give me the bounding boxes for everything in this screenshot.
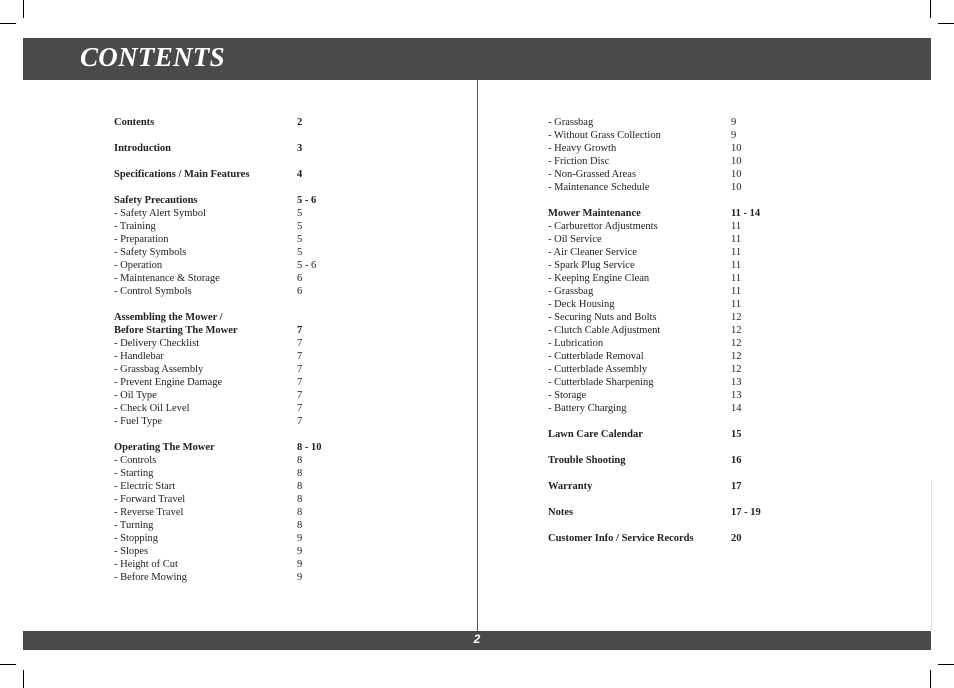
toc-entry-title: - Cutterblade Removal xyxy=(548,351,644,362)
toc-entry-title: Lawn Care Calendar xyxy=(548,429,643,440)
toc-entry-title: - Prevent Engine Damage xyxy=(114,377,223,388)
toc-entry-title: - Friction Disc xyxy=(548,156,610,167)
toc-entry-title: Notes xyxy=(548,507,574,518)
page-edge-line xyxy=(931,480,932,630)
toc-entry-page: 7 xyxy=(297,390,303,401)
page-number: 2 xyxy=(473,632,481,646)
toc-entry-page: 8 xyxy=(297,507,303,518)
toc-entry-title: - Delivery Checklist xyxy=(114,338,200,349)
toc-entry-page: 7 xyxy=(297,377,303,388)
toc-entry-title: - Oil Type xyxy=(114,390,157,401)
toc-entry-page: 7 xyxy=(297,364,303,375)
toc-entry-page: 9 xyxy=(731,117,737,128)
toc-entry-title: Safety Precautions xyxy=(114,195,198,206)
toc-entry-page: 11 - 14 xyxy=(731,208,761,219)
page-divider xyxy=(477,80,478,632)
toc-entry-page: 8 xyxy=(297,520,303,531)
toc-entry-page: 14 xyxy=(731,403,742,414)
toc-entry-page: 8 xyxy=(297,468,303,479)
toc-entry-page: 17 xyxy=(731,481,742,492)
toc-entry-page: 10 xyxy=(731,169,742,180)
toc-entry-page: 11 xyxy=(731,286,742,297)
toc-entry-page: 9 xyxy=(297,572,303,583)
toc-entry-title: Warranty xyxy=(548,481,593,492)
toc-entry-title: - Spark Plug Service xyxy=(548,260,635,271)
toc-entry-page: 12 xyxy=(731,312,742,323)
toc-entry-title: Trouble Shooting xyxy=(548,455,626,466)
toc-entry-page: 12 xyxy=(731,338,742,349)
toc-entry-title: Operating The Mower xyxy=(114,442,215,453)
toc-entry-title: - Before Mowing xyxy=(114,572,187,583)
crop-mark xyxy=(23,0,24,18)
toc-entry-title: - Carburettor Adjustments xyxy=(548,221,658,232)
crop-mark xyxy=(938,664,954,665)
toc-entry-title: - Safety Alert Symbol xyxy=(114,208,206,219)
toc-entry-page: 7 xyxy=(297,416,303,427)
toc-entry-page: 12 xyxy=(731,325,742,336)
toc-entry-page: 11 xyxy=(731,247,742,258)
crop-mark xyxy=(0,23,16,24)
toc-entry-page: 8 - 10 xyxy=(297,442,322,453)
toc-entry-title: - Grassbag xyxy=(548,117,594,128)
toc-entry-page: 9 xyxy=(297,533,303,544)
toc-entry-title: - Oil Service xyxy=(548,234,602,245)
toc-entry-page: 20 xyxy=(731,533,742,544)
toc-entry-page: 7 xyxy=(297,325,303,336)
toc-entry-title: - Training xyxy=(114,221,156,232)
toc-entry-title: - Check Oil Level xyxy=(114,403,190,414)
toc-entry-title: - Fuel Type xyxy=(114,416,163,427)
toc-entry-title: Mower Maintenance xyxy=(548,208,641,219)
toc-entry-title: - Safety Symbols xyxy=(114,247,187,258)
toc-entry-title: - Height of Cut xyxy=(114,559,178,570)
toc-entry-page: 5 xyxy=(297,247,303,258)
toc-entry-page: 5 xyxy=(297,208,303,219)
toc-entry-title: - Handlebar xyxy=(114,351,164,362)
toc-entry-page: 12 xyxy=(731,364,742,375)
toc-entry-title: - Battery Charging xyxy=(548,403,627,414)
toc-entry-title: - Without Grass Collection xyxy=(548,130,661,141)
toc-entry-title: - Heavy Growth xyxy=(548,143,617,154)
toc-entry-page: 10 xyxy=(731,156,742,167)
toc-entry-page: 13 xyxy=(731,390,742,401)
toc-entry-title: Assembling the Mower / xyxy=(114,312,223,323)
toc-entry-title: - Maintenance Schedule xyxy=(548,182,650,193)
toc-entry-page: 9 xyxy=(731,130,737,141)
toc-entry-page: 11 xyxy=(731,260,742,271)
toc-entry-title: - Cutterblade Assembly xyxy=(548,364,648,375)
toc-entry-page: 11 xyxy=(731,273,742,284)
toc-entry-page: 5 - 6 xyxy=(297,260,317,271)
toc-entry-page: 5 xyxy=(297,221,303,232)
toc-entry-title: - Keeping Engine Clean xyxy=(548,273,650,284)
toc-entry-page: 8 xyxy=(297,494,303,505)
toc-entry-title: - Storage xyxy=(548,390,587,401)
toc-entry-page: 11 xyxy=(731,299,742,310)
crop-mark xyxy=(930,670,931,688)
toc-entry-title: - Maintenance & Storage xyxy=(114,273,220,284)
toc-entry-title: - Reverse Travel xyxy=(114,507,184,518)
toc-entry-title: - Slopes xyxy=(114,546,149,557)
toc-entry-page: 10 xyxy=(731,143,742,154)
toc-entry-page: 10 xyxy=(731,182,742,193)
toc-entry-title: - Deck Housing xyxy=(548,299,615,310)
footer-bar xyxy=(23,631,931,650)
toc-entry-title: - Non-Grassed Areas xyxy=(548,169,637,180)
toc-entry-page: 15 xyxy=(731,429,742,440)
toc-entry-title: - Air Cleaner Service xyxy=(548,247,637,258)
toc-entry-page: 11 xyxy=(731,221,742,232)
toc-entry-title: Introduction xyxy=(114,143,171,154)
toc-entry-title: - Starting xyxy=(114,468,154,479)
toc-entry-title: Before Starting The Mower xyxy=(114,325,238,336)
toc-entry-page: 16 xyxy=(731,455,742,466)
toc-entry-page: 17 - 19 xyxy=(731,507,761,518)
toc-entry-page: 8 xyxy=(297,455,303,466)
toc-entry-page: 9 xyxy=(297,546,303,557)
toc-entry-title: Contents xyxy=(114,117,155,128)
toc-entry-page: 13 xyxy=(731,377,742,388)
toc-entry-title: - Operation xyxy=(114,260,163,271)
toc-entry-page: 7 xyxy=(297,351,303,362)
toc-entry-page: 2 xyxy=(297,117,303,128)
toc-entry-page: 6 xyxy=(297,273,303,284)
toc-entry-page: 5 xyxy=(297,234,303,245)
page-title: CONTENTS xyxy=(80,42,225,72)
toc-entry-title: - Lubrication xyxy=(548,338,604,349)
crop-mark xyxy=(0,664,16,665)
toc-entry-title: - Control Symbols xyxy=(114,286,192,297)
crop-mark xyxy=(930,0,931,18)
toc-entry-title: - Stopping xyxy=(114,533,159,544)
toc-entry-title: - Preparation xyxy=(114,234,169,245)
toc-entry-page: 7 xyxy=(297,338,303,349)
toc-entry-title: - Electric Start xyxy=(114,481,176,492)
toc-entry-page: 11 xyxy=(731,234,742,245)
crop-mark xyxy=(23,670,24,688)
crop-mark xyxy=(938,23,954,24)
toc-entry-page: 3 xyxy=(297,143,303,154)
toc-entry-title: - Securing Nuts and Bolts xyxy=(548,312,657,323)
toc-entry-title: - Grassbag Assembly xyxy=(114,364,204,375)
toc-entry-title: - Grassbag xyxy=(548,286,594,297)
header-bar xyxy=(23,38,931,80)
toc-entry-title: - Cutterblade Sharpening xyxy=(548,377,654,388)
toc-entry-page: 4 xyxy=(297,169,303,180)
toc-entry-page: 7 xyxy=(297,403,303,414)
toc-entry-title: Specifications / Main Features xyxy=(114,169,250,180)
toc-entry-title: - Turning xyxy=(114,520,154,531)
toc-entry-page: 5 - 6 xyxy=(297,195,317,206)
toc-entry-title: - Controls xyxy=(114,455,157,466)
toc-entry-page: 9 xyxy=(297,559,303,570)
toc-entry-page: 12 xyxy=(731,351,742,362)
toc-entry-page: 6 xyxy=(297,286,303,297)
toc-entry-title: - Clutch Cable Adjustment xyxy=(548,325,661,336)
toc-entry-title: - Forward Travel xyxy=(114,494,186,505)
toc-entry-page: 8 xyxy=(297,481,303,492)
toc-entry-title: Customer Info / Service Records xyxy=(548,533,694,544)
